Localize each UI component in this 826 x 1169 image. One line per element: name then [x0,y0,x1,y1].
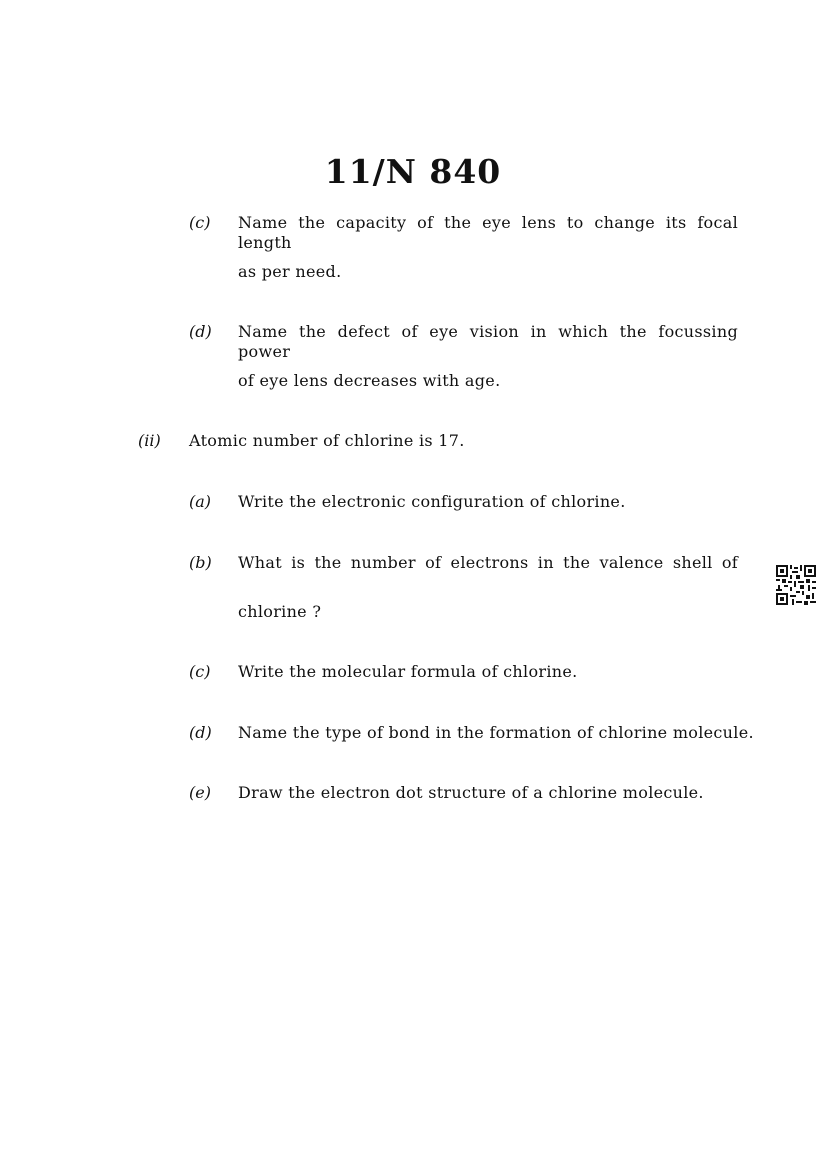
question-text-line2: chlorine ? [238,602,322,621]
question-text: Name the type of bond in the formation of chlorine molecule. [238,723,754,742]
question-label: (b) [189,553,212,572]
question-text-line2: as per need. [238,262,342,281]
question-text-line1: Name the defect of eye vision in which the focussing power [238,322,738,361]
question-label: (e) [189,783,211,802]
question-text: Write the molecular formula of chlorine. [238,662,578,681]
question-text-line1: What is the number of electrons in the valence shell of [238,553,738,572]
question-text: Draw the electron dot structure of a chlorine molecule. [238,783,704,802]
question-text-line1: Name the capacity of the eye lens to change its focal length [238,213,738,252]
question-label: (d) [189,723,212,742]
question-label: (d) [189,322,212,341]
page-header-code: 11/N 840 [324,152,502,191]
question-text: Atomic number of chlorine is 17. [189,431,465,450]
qr-code-icon [776,565,816,605]
question-label: (a) [189,492,212,511]
question-text-line2: of eye lens decreases with age. [238,371,501,390]
question-text: Write the electronic configuration of chlorine. [238,492,626,511]
question-label: (c) [189,213,211,232]
question-label: (ii) [138,431,161,450]
question-label: (c) [189,662,211,681]
